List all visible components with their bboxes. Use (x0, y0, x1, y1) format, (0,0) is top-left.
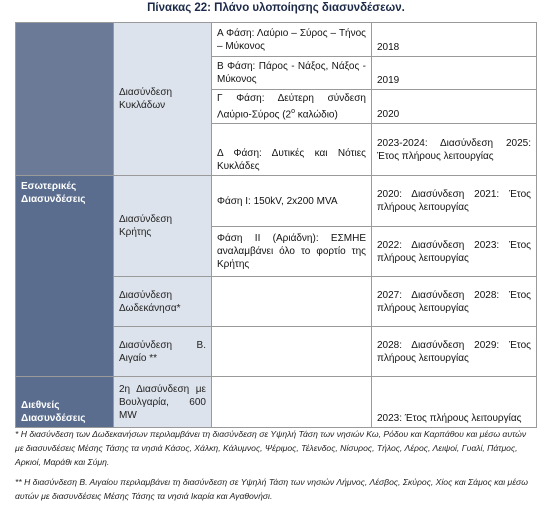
table-caption: Πίνακας 22: Πλάνο υλοποίησης διασυνδέσεων. (147, 2, 405, 14)
phase-text: Γ Φάση: Δεύτερη σύνδεση Λαύριο-Σύρος (2 (217, 93, 366, 121)
date-cell: 2019 (372, 57, 537, 90)
phase-cell: Α Φάση: Λαύριο – Σύρος – Τήνος – Μύκονος (212, 23, 372, 57)
phase-cell: Φάση ΙΙ (Αριάδνη): ΕΣΜΗΕ αναλαμβάνει όλο το φορτίο της Κρήτης (212, 227, 372, 277)
footnote-north-aegean: ** Η διασύνδεση Β. Αιγαίου περιλαμβάνει τη διασύνδεση σε Υψηλή Τάση των νησιών Λήμνος, Λέσβος, Σκύρος, Χίος και Σάμος και μέσω αυτών με διασυνδέσεις Μέσης Τάσης τα νησιά Ικαρία και Αγαθονήσι. (15, 477, 528, 501)
table-row (16, 377, 537, 428)
subcategory-dodecanese: Διασύνδεση Δωδεκάνησα* (114, 277, 212, 327)
phase-cell (212, 377, 372, 428)
phase-cell (212, 327, 372, 377)
date-cell: 2020: Διασύνδεση 2021: Έτος πλήρους λειτουργίας (372, 176, 537, 227)
phase-text-end: καλώδιο) (295, 109, 338, 121)
subcategory-cyclades: Διασύνδεση Κυκλάδων (114, 23, 212, 176)
phase-cell: Δ Φάση: Δυτικές και Νότιες Κυκλάδες (212, 124, 372, 176)
phase-cell (212, 277, 372, 327)
date-cell: 2022: Διασύνδεση 2023: Έτος πλήρους λειτουργίας (372, 227, 537, 277)
superscript: ο (291, 108, 296, 115)
category-international: Διεθνείς Διασυνδέσεις (16, 377, 114, 428)
date-cell: 2028: Διασύνδεση 2029: Έτος πλήρους λειτουργίας (372, 327, 537, 377)
interconnection-plan-table (15, 22, 537, 428)
table-row (16, 176, 537, 227)
subcategory-crete: Διασύνδεση Κρήτης (114, 176, 212, 277)
phase-cell: Φάση Ι: 150kV, 2x200 MVA (212, 176, 372, 227)
date-cell: 2027: Διασύνδεση 2028: Έτος πλήρους λειτουργίας (372, 277, 537, 327)
phase-cell (212, 90, 372, 124)
subcategory-bulgaria: 2η Διασύνδεση με Βουλγαρία, 600 MW (114, 377, 212, 428)
table-row (16, 23, 537, 57)
category-internal: Εσωτερικές Διασυνδέσεις (16, 176, 114, 377)
date-cell: 2018 (372, 23, 537, 57)
date-cell: 2023-2024: Διασύνδεση 2025: Έτος πλήρους λειτουργίας (372, 124, 537, 176)
category-cell-spacer (16, 23, 114, 176)
subcategory-north-aegean: Διασύνδεση Β. Αιγαίο ** (114, 327, 212, 377)
footnote-dodecanese: * Η διασύνδεση των Δωδεκανήσων περιλαμβάνει τη διασύνδεση σε Υψηλή Τάση των νησιών Κω, Ρόδου και Καρπάθου και μέσω αυτών με διασυνδέσεις Μέσης Τάσης τα νησιά Κάσος, Χάλκη, Κάλυμνος, Ψέριμος, Τέλενδος, Νίσυρος, Τήλος, Λέρος, Λειψοί, Γυαλί, Πάτμος, Αρκιοί, Μαράθι και Σύμη. (15, 429, 527, 467)
date-cell: 2023: Έτος πλήρους λειτουργίας (372, 377, 537, 428)
date-cell: 2020 (372, 90, 537, 124)
table-footnotes (15, 427, 536, 509)
phase-cell: Β Φάση: Πάρος - Νάξος, Νάξος - Μύκονος (212, 57, 372, 90)
